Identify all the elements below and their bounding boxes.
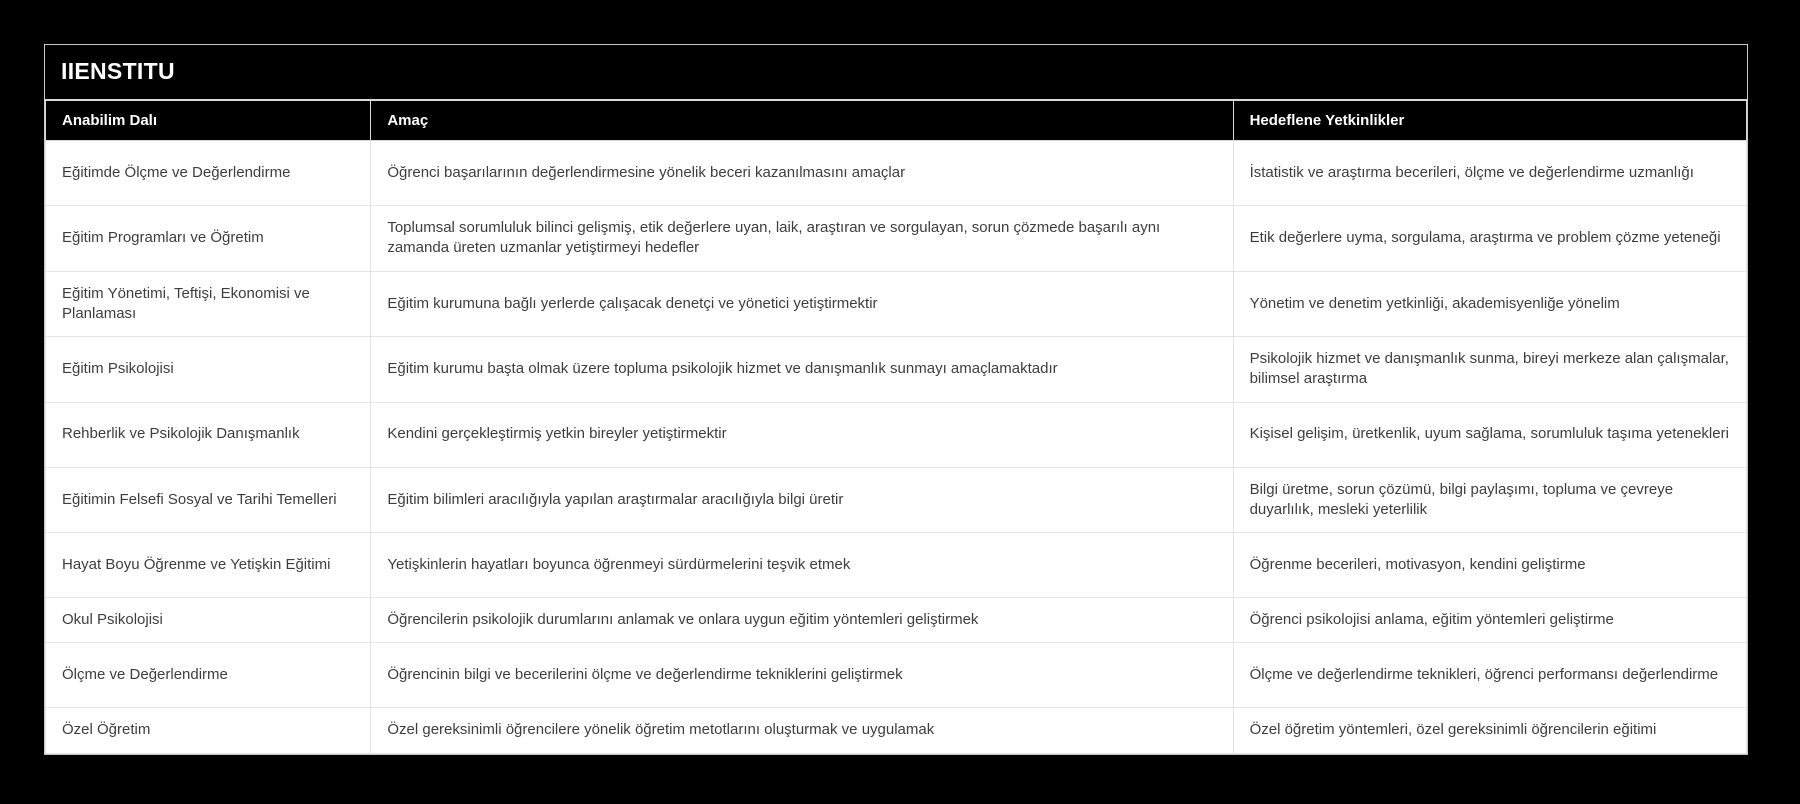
table-row [46, 598, 1747, 643]
cell-department: Hayat Boyu Öğrenme ve Yetişkin Eğitimi [46, 533, 371, 598]
cell-competencies: Yönetim ve denetim yetkinliği, akademisyenliğe yönelim [1233, 271, 1746, 337]
table-row [46, 402, 1747, 467]
cell-department: Ölçme ve Değerlendirme [46, 643, 371, 708]
table-row [46, 533, 1747, 598]
cell-department: Eğitimin Felsefi Sosyal ve Tarihi Temelleri [46, 467, 371, 533]
cell-department: Eğitim Yönetimi, Teftişi, Ekonomisi ve Planlaması [46, 271, 371, 337]
cell-purpose: Öğrencilerin psikolojik durumlarını anlamak ve onlara uygun eğitim yöntemleri geliştirmek [371, 598, 1233, 643]
cell-competencies: Öğrenci psikolojisi anlama, eğitim yöntemleri geliştirme [1233, 598, 1746, 643]
cell-competencies: Özel öğretim yöntemleri, özel gereksinimli öğrencilerin eğitimi [1233, 708, 1746, 753]
cell-competencies: Psikolojik hizmet ve danışmanlık sunma, bireyi merkeze alan çalışmalar, bilimsel araştırma [1233, 337, 1746, 403]
cell-competencies: Ölçme ve değerlendirme teknikleri, öğrenci performansı değerlendirme [1233, 643, 1746, 708]
table-row [46, 708, 1747, 753]
cell-purpose: Öğrenci başarılarının değerlendirmesine yönelik beceri kazanılmasını amaçlar [371, 141, 1233, 206]
department-table-card [44, 44, 1748, 755]
column-header-amac: Amaç [371, 101, 1233, 141]
table-row [46, 141, 1747, 206]
cell-competencies: Öğrenme becerileri, motivasyon, kendini geliştirme [1233, 533, 1746, 598]
column-header-hedeflene-yetkinlikler: Hedeflene Yetkinlikler [1233, 101, 1746, 141]
cell-purpose: Özel gereksinimli öğrencilere yönelik öğretim metotlarını oluşturmak ve uygulamak [371, 708, 1233, 753]
table-body [46, 141, 1747, 754]
table-row [46, 206, 1747, 272]
cell-purpose: Eğitim kurumu başta olmak üzere topluma psikolojik hizmet ve danışmanlık sunmayı amaçlamaktadır [371, 337, 1233, 403]
table-header [46, 101, 1747, 141]
header-row [46, 101, 1747, 141]
cell-department: Eğitim Programları ve Öğretim [46, 206, 371, 272]
departments-table [45, 101, 1747, 754]
cell-department: Okul Psikolojisi [46, 598, 371, 643]
cell-purpose: Kendini gerçekleştirmiş yetkin bireyler yetiştirmektir [371, 402, 1233, 467]
cell-purpose: Eğitim bilimleri aracılığıyla yapılan araştırmalar aracılığıyla bilgi üretir [371, 467, 1233, 533]
cell-competencies: Etik değerlere uyma, sorgulama, araştırma ve problem çözme yeteneği [1233, 206, 1746, 272]
table-row [46, 337, 1747, 403]
cell-competencies: İstatistik ve araştırma becerileri, ölçme ve değerlendirme uzmanlığı [1233, 141, 1746, 206]
page-title: IIENSTITU [45, 45, 1747, 101]
cell-purpose: Toplumsal sorumluluk bilinci gelişmiş, etik değerlere uyan, laik, araştıran ve sorgulayan, sorun çözmede başarılı aynı zamanda üreten uzmanlar yetiştirmeyi hedefler [371, 206, 1233, 272]
table-row [46, 271, 1747, 337]
cell-purpose: Öğrencinin bilgi ve becerilerini ölçme ve değerlendirme tekniklerini geliştirmek [371, 643, 1233, 708]
table-row [46, 467, 1747, 533]
cell-competencies: Bilgi üretme, sorun çözümü, bilgi paylaşımı, topluma ve çevreye duyarlılık, mesleki yeterlilik [1233, 467, 1746, 533]
cell-department: Özel Öğretim [46, 708, 371, 753]
cell-purpose: Yetişkinlerin hayatları boyunca öğrenmeyi sürdürmelerini teşvik etmek [371, 533, 1233, 598]
cell-department: Eğitimde Ölçme ve Değerlendirme [46, 141, 371, 206]
cell-competencies: Kişisel gelişim, üretkenlik, uyum sağlama, sorumluluk taşıma yetenekleri [1233, 402, 1746, 467]
cell-department: Rehberlik ve Psikolojik Danışmanlık [46, 402, 371, 467]
cell-purpose: Eğitim kurumuna bağlı yerlerde çalışacak denetçi ve yönetici yetiştirmektir [371, 271, 1233, 337]
column-header-anabilim-dali: Anabilim Dalı [46, 101, 371, 141]
cell-department: Eğitim Psikolojisi [46, 337, 371, 403]
table-row [46, 643, 1747, 708]
